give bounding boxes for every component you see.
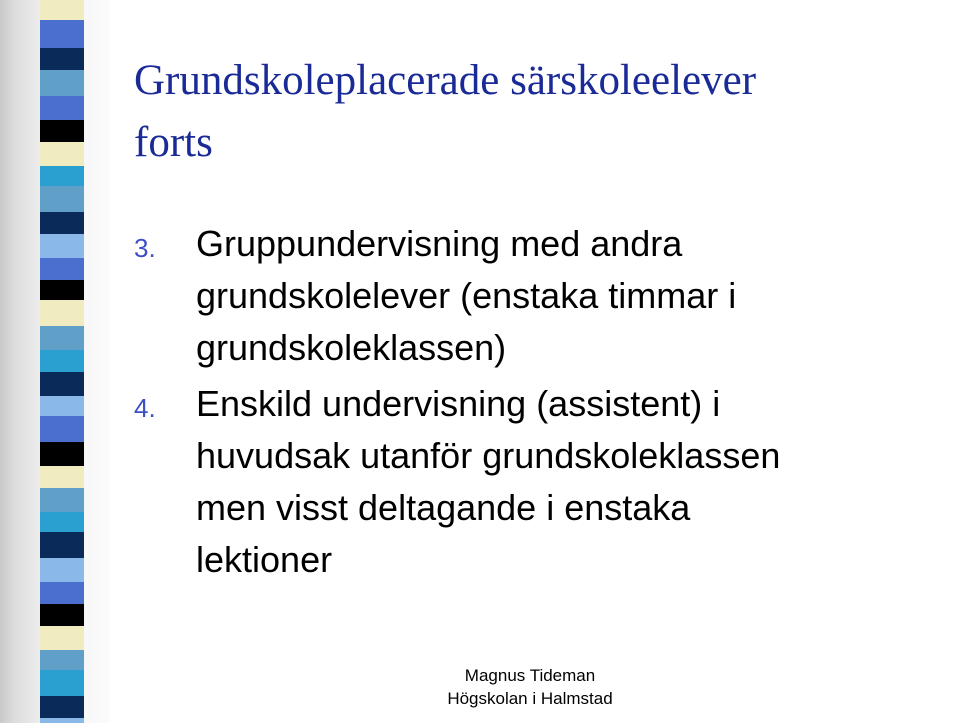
decorative-bar-block: [40, 558, 84, 582]
decorative-bar-block: [40, 166, 84, 186]
decorative-bar-block: [40, 396, 84, 416]
decorative-bar-block: [40, 280, 84, 300]
decorative-bar-block: [40, 70, 84, 96]
decorative-bar-block: [40, 96, 84, 120]
decorative-bar-block: [40, 718, 84, 723]
title-line-1: Grundskoleplacerade särskoleelever: [134, 57, 757, 104]
decorative-bar-block: [40, 234, 84, 258]
decorative-side-strip: [0, 0, 110, 723]
list-number: 4.: [134, 393, 156, 423]
decorative-bar-block: [40, 416, 84, 442]
list-item: [134, 218, 934, 374]
slide-title: [134, 50, 934, 174]
decorative-bar-block: [40, 20, 84, 48]
numbered-list: [134, 218, 934, 590]
decorative-bar-block: [40, 670, 84, 696]
list-item: [134, 378, 934, 586]
decorative-bar-block: [40, 650, 84, 670]
list-line: Gruppundervisning med andra: [196, 223, 683, 264]
decorative-bar-block: [40, 300, 84, 326]
list-number: 3.: [134, 233, 156, 263]
slide-footer: [420, 664, 640, 710]
decorative-bar-block: [40, 48, 84, 70]
footer-author: Magnus Tideman: [464, 666, 596, 685]
decorative-bar-block: [40, 604, 84, 626]
decorative-bar-block: [40, 186, 84, 212]
list-line: Enskild undervisning (assistent) i: [196, 383, 721, 424]
decorative-bar-block: [40, 212, 84, 234]
decorative-bar-block: [40, 488, 84, 512]
decorative-bar-block: [40, 120, 84, 142]
decorative-bar-block: [40, 142, 84, 166]
list-line: lektioner: [196, 539, 333, 580]
decorative-bar-block: [40, 582, 84, 604]
decorative-bar-block: [40, 466, 84, 488]
footer-institution: Högskolan i Halmstad: [447, 689, 613, 708]
decorative-bar-block: [40, 626, 84, 650]
list-line: huvudsak utanför grundskoleklassen: [196, 435, 781, 476]
decorative-bar-block: [40, 372, 84, 396]
decorative-bar-block: [40, 512, 84, 532]
decorative-bar-block: [40, 350, 84, 372]
decorative-bar-block: [40, 532, 84, 558]
decorative-bar-block: [40, 326, 84, 350]
list-line: grundskoleklassen): [196, 327, 507, 368]
decorative-bar-block: [40, 258, 84, 280]
title-line-2: forts: [134, 119, 213, 166]
decorative-bar-block: [40, 442, 84, 466]
decorative-bar-block: [40, 0, 84, 20]
list-line: men visst deltagande i enstaka: [196, 487, 691, 528]
list-line: grundskolelever (enstaka timmar i: [196, 275, 737, 316]
decorative-bar-block: [40, 696, 84, 718]
decorative-bars: [40, 0, 84, 723]
